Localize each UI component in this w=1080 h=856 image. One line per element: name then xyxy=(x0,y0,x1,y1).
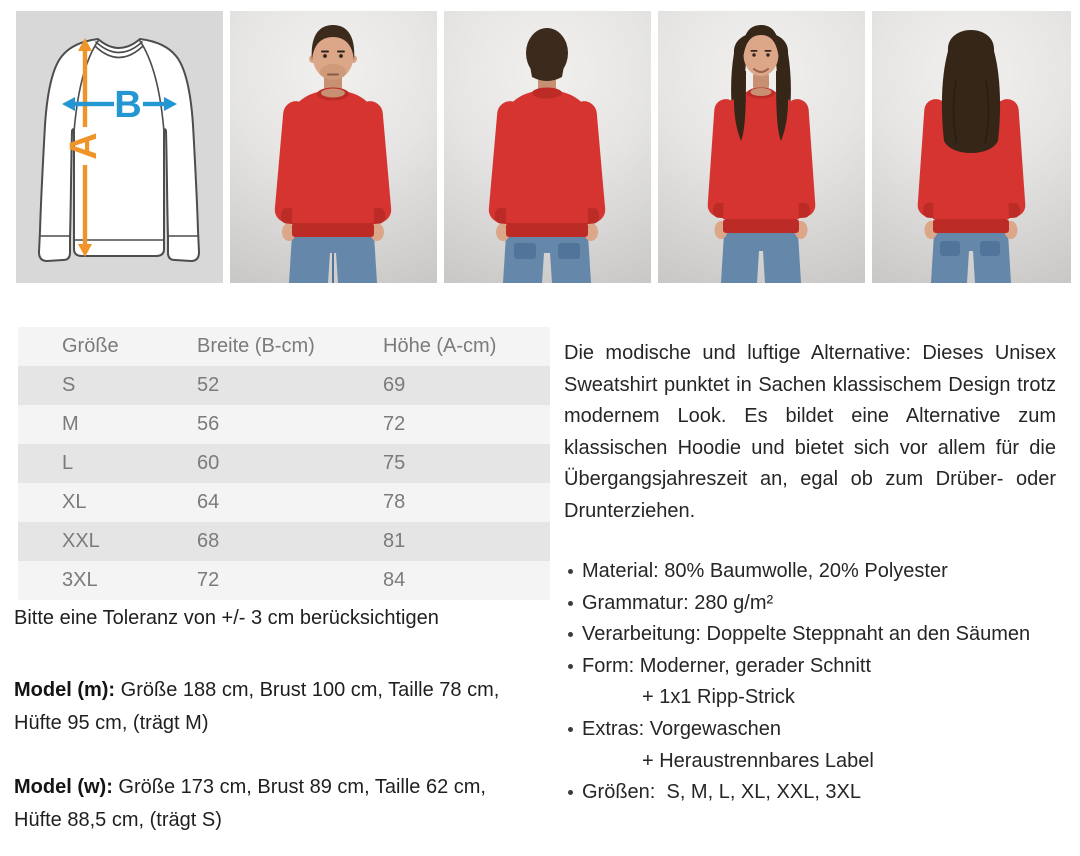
table-row xyxy=(18,366,550,405)
bullet-icon xyxy=(568,727,573,732)
detail-item-extras xyxy=(564,714,1066,777)
photo-man-front xyxy=(230,11,437,283)
height-cell: 75 xyxy=(383,452,406,474)
bullet-icon xyxy=(568,632,573,637)
width-cell: 52 xyxy=(197,374,220,396)
width-cell: 64 xyxy=(197,491,220,513)
model-male-text: Größe 188 cm, Brust 100 cm, Taille 78 cm, Hüfte 95 cm, (trägt M) xyxy=(14,679,500,734)
size-cell: XXL xyxy=(62,530,100,552)
model-male-measurements xyxy=(14,674,534,739)
detail-item-groessen xyxy=(564,777,1066,809)
sweatshirt-measure-diagram-icon xyxy=(16,11,223,283)
detail-text: Verarbeitung: Doppelte Steppnaht an den Säumen xyxy=(582,623,1031,646)
width-cell: 72 xyxy=(197,569,220,591)
size-cell: 3XL xyxy=(62,569,98,591)
model-female-text: Größe 173 cm, Brust 89 cm, Taille 62 cm, Hüfte 88,5 cm, (trägt S) xyxy=(14,776,486,831)
product-details-list xyxy=(564,556,1066,809)
size-table-header-row xyxy=(18,327,550,366)
width-cell: 68 xyxy=(197,530,220,552)
product-image-strip xyxy=(0,0,1080,294)
size-cell: XL xyxy=(62,491,87,513)
bullet-icon xyxy=(568,601,573,606)
woman-back-photo-icon xyxy=(872,11,1071,283)
detail-text-line2: + 1x1 Ripp-Strick xyxy=(642,686,795,709)
bullet-icon xyxy=(568,790,573,795)
photo-woman-front xyxy=(658,11,865,283)
tolerance-note: Bitte eine Toleranz von +/- 3 cm berücksichtigen xyxy=(14,607,439,629)
height-cell: 84 xyxy=(383,569,406,591)
man-front-photo-icon xyxy=(230,11,437,283)
column-header-width: Breite (B-cm) xyxy=(197,335,315,357)
width-cell: 56 xyxy=(197,413,220,435)
bullet-icon xyxy=(568,569,573,574)
detail-item-material xyxy=(564,556,1066,588)
size-cell: M xyxy=(62,413,79,435)
bullet-icon xyxy=(568,664,573,669)
width-cell: 60 xyxy=(197,452,220,474)
height-cell: 81 xyxy=(383,530,406,552)
detail-text: Größen: S, M, L, XL, XXL, 3XL xyxy=(582,781,862,804)
detail-text: Extras: Vorgewaschen xyxy=(582,717,781,740)
measure-label-b: B xyxy=(114,84,142,126)
size-diagram-panel xyxy=(16,11,223,283)
product-description: Die modische und luftige Alternative: Dieses Unisex Sweatshirt punktet in Sachen klassischem Design trotz modernem Look. Es bildet eine Alternative zum klassischen Hoodie und bietet sich vor allem für die Übergangsjahreszeit an, egal ob zum Drüber- oder Drunterziehen. xyxy=(564,342,1056,522)
model-female-label: Model (w): xyxy=(14,776,113,798)
detail-text-line2: + Heraustrennbares Label xyxy=(642,749,874,772)
detail-item-verarbeitung xyxy=(564,619,1066,651)
model-female-measurements xyxy=(14,771,534,836)
detail-text: Material: 80% Baumwolle, 20% Polyester xyxy=(582,560,948,582)
detail-text: Grammatur: 280 g/m² xyxy=(582,591,774,614)
measure-label-a: A xyxy=(63,132,105,160)
size-table xyxy=(18,327,550,600)
column-header-size: Größe xyxy=(62,335,119,357)
height-cell: 78 xyxy=(383,491,406,513)
column-header-height: Höhe (A-cm) xyxy=(383,335,497,357)
model-male-label: Model (m): xyxy=(14,679,116,701)
table-row xyxy=(18,561,550,600)
table-row xyxy=(18,405,550,444)
size-cell: L xyxy=(62,452,74,474)
photo-woman-back xyxy=(872,11,1071,283)
detail-text: Form: Moderner, gerader Schnitt xyxy=(582,654,872,677)
table-row xyxy=(18,444,550,483)
detail-item-grammatur xyxy=(564,588,1066,620)
height-cell: 69 xyxy=(383,374,406,396)
table-row xyxy=(18,483,550,522)
man-back-photo-icon xyxy=(444,11,651,283)
table-row xyxy=(18,522,550,561)
height-cell: 72 xyxy=(383,413,406,435)
size-cell: S xyxy=(62,374,76,396)
photo-man-back xyxy=(444,11,651,283)
detail-item-form xyxy=(564,651,1066,714)
woman-front-photo-icon xyxy=(658,11,865,283)
